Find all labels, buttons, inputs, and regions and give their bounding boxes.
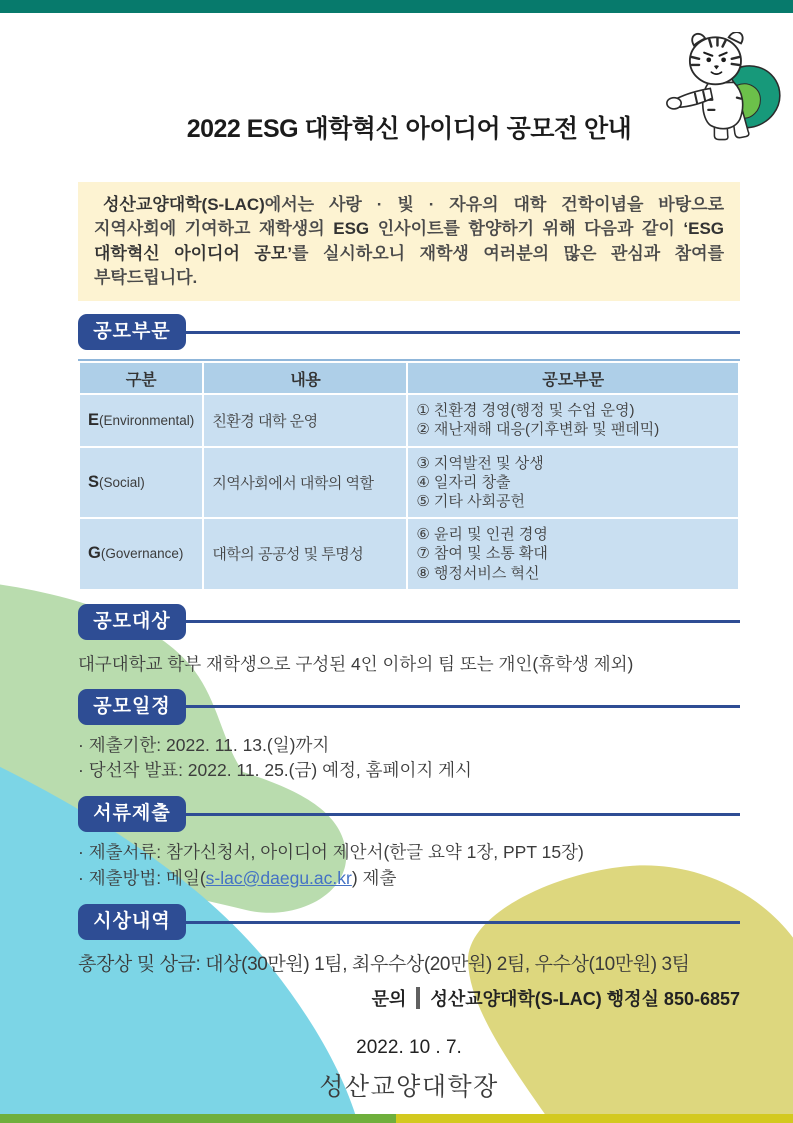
row-item: ③ 지역발전 및 상생 — [416, 454, 544, 472]
top-accent-bar — [0, 0, 793, 13]
submission-method-pre: · 제출방법: 메일( — [78, 867, 206, 888]
row-code-sub: (Environmental) — [99, 412, 195, 428]
schedule-list — [78, 733, 740, 784]
section-header-sisang — [78, 904, 740, 940]
table-row-social — [80, 448, 738, 518]
row-items-cell — [408, 395, 738, 445]
row-item: ② 재난재해 대응(기후변화 및 팬데믹) — [416, 421, 660, 439]
intro-box — [78, 182, 740, 301]
section-header-daesang — [78, 604, 740, 640]
row-code-sub: (Social) — [99, 474, 145, 490]
row-code-cell — [80, 519, 202, 589]
table-row-environmental — [80, 395, 738, 445]
award-text: 총장상 및 상금: 대상(30만원) 1팀, 최우수상(20만원) 2팀, 우수상(10만원) 3팀 — [78, 954, 690, 976]
schedule-deadline: · 제출기한: 2022. 11. 13.(일)까지 — [78, 734, 330, 755]
row-item: ⑦ 참여 및 소통 확대 — [416, 545, 548, 563]
submission-email-link[interactable]: s-lac@daegu.ac.kr — [205, 867, 352, 888]
row-item: ⑤ 기타 사회공헌 — [416, 492, 526, 510]
table-header-row — [80, 363, 738, 393]
row-code: G — [88, 544, 101, 563]
row-item: ⑥ 윤리 및 인권 경영 — [416, 526, 548, 544]
section-header-iljeong — [78, 689, 740, 725]
issue-date: 2022. 10 . 7. — [356, 1037, 462, 1059]
row-content-cell: 대학의 공공성 및 투명성 — [204, 519, 406, 589]
bottom-bar-yellow — [396, 1114, 793, 1123]
content-column — [78, 112, 740, 1103]
column-header-naeyong: 내용 — [204, 363, 406, 393]
contact-label: 문의 — [371, 989, 407, 1010]
intro-text: 에서는 사랑 · 빛 · 자유의 대학 건학이념을 바탕으로 지역사회에 기여하고 재학생의 — [94, 195, 724, 239]
submission-method-post: ) 제출 — [351, 867, 397, 888]
contest-category-table — [78, 359, 740, 591]
section-rule — [186, 921, 740, 924]
section-rule — [186, 620, 740, 623]
section-rule — [186, 813, 740, 816]
row-code: S — [88, 472, 100, 491]
row-content-cell: 친환경 대학 운영 — [204, 395, 406, 445]
section-rule — [186, 705, 740, 708]
contact-value: 성산교양대학(S-LAC) 행정실 850-6857 — [430, 989, 740, 1010]
bottom-bar-green — [0, 1114, 396, 1123]
intro-text: 인사이트를 함양하기 위해 다음과 같이 — [369, 219, 684, 239]
row-code-cell — [80, 448, 202, 518]
row-item: ① 친환경 경영(행정 및 수업 운영) — [416, 402, 635, 420]
section-badge-iljeong: 공모일정 — [78, 689, 186, 725]
page-title: 2022 ESG 대학혁신 아이디어 공모전 안내 — [186, 115, 632, 143]
section-badge-bumun: 공모부문 — [78, 314, 186, 350]
column-header-gongmobumun: 공모부문 — [408, 363, 738, 393]
intro-text-strong: ESG — [333, 219, 370, 239]
row-item: ④ 일자리 창출 — [416, 473, 511, 491]
row-content-cell: 지역사회에서 대학의 역할 — [204, 448, 406, 518]
row-code-cell — [80, 395, 202, 445]
section-header-seoryu — [78, 796, 740, 832]
intro-text-strong: ‘ESG 대학혁신 아이디어 공모’ — [94, 219, 725, 263]
submission-list — [78, 840, 740, 891]
section-badge-daesang: 공모대상 — [78, 604, 186, 640]
eligibility-text: 대구대학교 학부 재학생으로 구성된 4인 이하의 팀 또는 개인(휴학생 제외) — [78, 653, 634, 674]
row-code-sub: (Governance) — [100, 546, 184, 562]
section-rule — [186, 331, 740, 334]
submission-documents: · 제출서류: 참가신청서, 아이디어 제안서(한글 요약 1장, PPT 15장) — [78, 842, 584, 863]
row-item: ⑧ 행정서비스 혁신 — [416, 564, 540, 582]
schedule-announcement: · 당선작 발표: 2022. 11. 25.(금) 예정, 홈페이지 게시 — [78, 760, 472, 781]
table-row-governance — [80, 519, 738, 589]
contact-divider — [416, 987, 420, 1009]
signature-dean: 성산교양대학장 — [319, 1073, 499, 1102]
section-badge-seoryu: 서류제출 — [78, 796, 186, 832]
intro-text-strong: 성산교양대학(S-LAC) — [103, 195, 265, 214]
intro-text: 를 실시하오니 재학생 여러분의 많은 관심과 참여를 부탁드립니다. — [94, 243, 725, 287]
section-badge-sisang: 시상내역 — [78, 904, 186, 940]
row-code: E — [88, 410, 100, 429]
submission-method — [78, 866, 740, 891]
row-items-cell — [408, 448, 738, 518]
section-header-bumun — [78, 314, 740, 350]
column-header-gubun: 구분 — [80, 363, 202, 393]
contact-line — [78, 985, 740, 1011]
row-items-cell — [408, 519, 738, 589]
